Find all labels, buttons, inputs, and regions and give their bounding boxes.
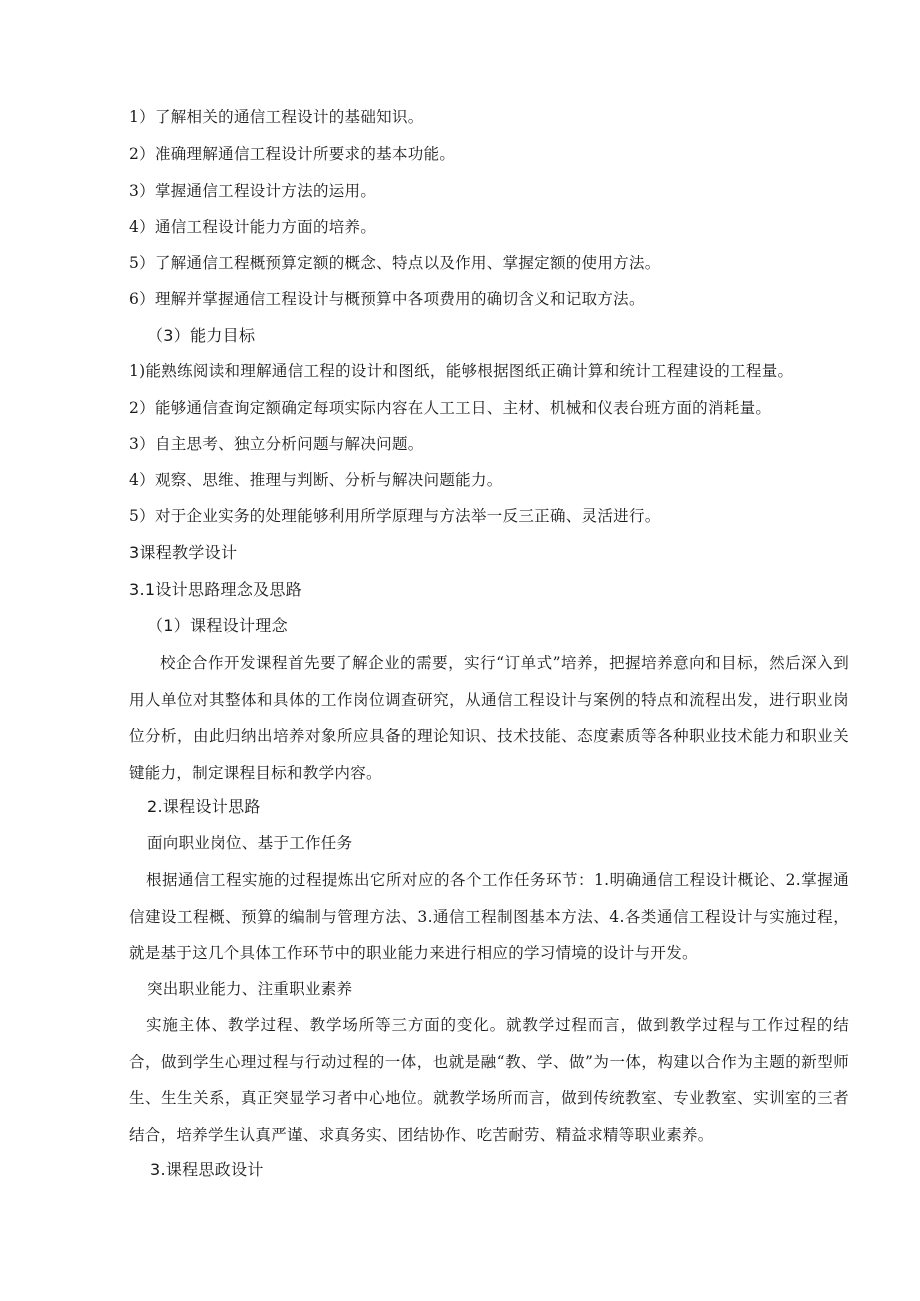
ability-item-4: 4）观察、思维、推理与判断、分析与解决问题能力。	[129, 471, 503, 489]
ability-item-3: 3）自主思考、独立分析问题与解决问题。	[129, 435, 424, 453]
idea-paragraph-1: 根据通信工程实施的过程提炼出它所对应的各个工作任务环节：1.明确通信工程设计概论、2.掌握通信建设工程概、预算的编制与管理方法、3.通信工程制图基本方法、4.各类通信工程设计与实施过程，就是基于这几个具体工作环节中的职业能力来进行相应的学习情境的设计与开发。	[129, 871, 849, 962]
knowledge-item-4: 4）通信工程设计能力方面的培养。	[129, 218, 377, 236]
idea-sub-1: 面向职业岗位、基于工作任务	[147, 834, 353, 852]
idea-sub-2: 突出职业能力、注重职业素养	[147, 980, 353, 998]
ability-item-2: 2）能够通信查询定额确定每项实际内容在人工工日、主材、机械和仪表台班方面的消耗量。	[129, 399, 772, 417]
knowledge-item-2: 2）准确理解通信工程设计所要求的基本功能。	[129, 145, 456, 163]
section-3-1-title: 3.1设计思路理念及思路	[129, 580, 303, 599]
ability-heading: （3）能力目标	[147, 326, 256, 345]
knowledge-item-6: 6）理解并掌握通信工程设计与概预算中各项费用的确切含义和记取方法。	[129, 290, 645, 308]
knowledge-item-5: 5）了解通信工程概预算定额的概念、特点以及作用、掌握定额的使用方法。	[129, 254, 661, 272]
idea-heading: 2.课程设计思路	[147, 797, 261, 816]
ability-item-1: 1)能熟练阅读和理解通信工程的设计和图纸，能够根据图纸正确计算和统计工程建设的工程量。	[129, 362, 794, 380]
knowledge-item-1: 1）了解相关的通信工程设计的基础知识。	[129, 108, 424, 126]
ability-item-5: 5）对于企业实务的处理能够利用所学原理与方法举一反三正确、灵活进行。	[129, 507, 661, 525]
idea-paragraph-2: 实施主体、教学过程、教学场所等三方面的变化。就教学过程而言，做到教学过程与工作过程的结合，做到学生心理过程与行动过程的一体，也就是融“教、学、做”为一体，构建以合作为主题的新型师生、生生关系，真正突显学习者中心地位。就教学场所而言，做到传统教室、专业教室、实训室的三者结合，培养学生认真严谨、求真务实、团结协作、吃苦耐劳、精益求精等职业素养。	[129, 1016, 849, 1144]
ideology-heading: 3.课程思政设计	[150, 1160, 264, 1179]
knowledge-item-3: 3）掌握通信工程设计方法的运用。	[129, 182, 377, 200]
concept-paragraph: 校企合作开发课程首先要了解企业的需要，实行“订单式”培养，把握培养意向和目标，然后深入到用人单位对其整体和具体的工作岗位调查研究，从通信工程设计与案例的特点和流程出发，进行职业岗位分析，由此归纳出培养对象所应具备的理论知识、技术技能、态度素质等各种职业技术能力和职业关键能力，制定课程目标和教学内容。	[129, 654, 849, 782]
concept-heading: （1）课程设计理念	[147, 616, 288, 635]
section-3-title: 3课程教学设计	[129, 543, 238, 562]
